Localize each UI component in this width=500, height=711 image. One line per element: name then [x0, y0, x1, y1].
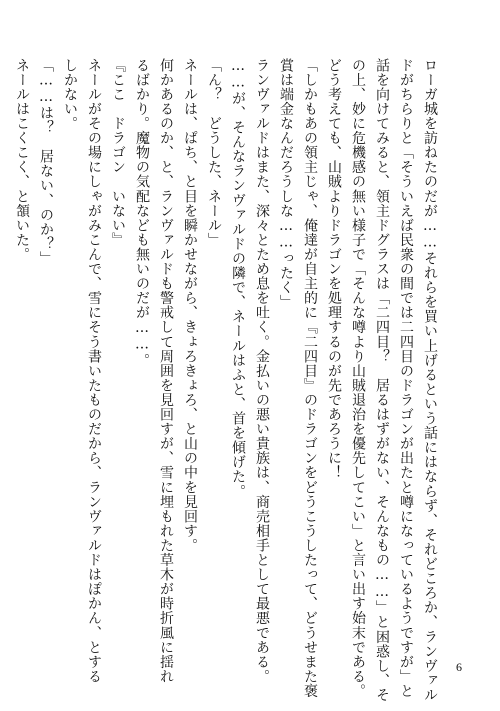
text-line: ネールがその場にしゃがみこんで、雪にそう書いたものだから、ランヴァルドはぽかん、とする: [86, 58, 102, 684]
text-line: 話を向けてみると、領主ドグラスは「二四目？ 居るはずがない、そんなもの……」と困惑し、そ: [374, 58, 390, 703]
text-line: ドがちらりと「そういえば民衆の間では二四目のドラゴンが出たと噂になっているようですが」と: [398, 58, 414, 699]
text-line: ……が、そんなランヴァルドの隣で、ネールはふと、首を傾げた。: [230, 58, 246, 499]
text-line: ネールはこくこく、と頷いた。: [14, 58, 30, 262]
page-number: 6: [456, 660, 462, 674]
text-line: ランヴァルドはまた、深々とため息を吐く。金払いの悪い貴族は、商売相手として最悪である。: [254, 58, 270, 684]
text-line: どう考えても、山賊よりドラゴンを処理するのが先であろうに！: [326, 58, 342, 480]
text-line: 『ここ ドラゴン いない』: [110, 58, 126, 248]
text-line: ローガ城を訪ねたのだが……それらを買い上げるという話にはならず、それどころか、ランヴァル: [422, 58, 438, 703]
text-line: るばかり。魔物の気配なども無いのだが……。: [134, 58, 150, 368]
text-line: 「……は？ 居ない、のか？」: [38, 58, 54, 266]
vertical-text-block: [14, 58, 442, 703]
text-line: 何かあるのか、と、ランヴァルドも警戒して周囲を見回すが、雪に埋もれた草木が時折風に揺れ: [158, 58, 174, 684]
text-line: 賞は端金なんだろうしな……ったく」: [278, 58, 294, 310]
text-line: 「しかもあの領主じゃ、俺達が自主的に『二四目』のドラゴンをどうこうしたって、どうせまた褒: [302, 58, 318, 699]
text-line: ネールは、ぱち、と目を瞬かせながら、きょろきょろ、と山の中を見回す。: [182, 58, 198, 553]
text-line: 「ん？ どうした、ネール」: [206, 58, 222, 248]
text-line: しかない。: [62, 58, 78, 131]
text-line: の上、妙に危機感の無い様子で「そんな噂より山賊退治を優先してこい」と言い出す始末である。: [350, 58, 366, 699]
